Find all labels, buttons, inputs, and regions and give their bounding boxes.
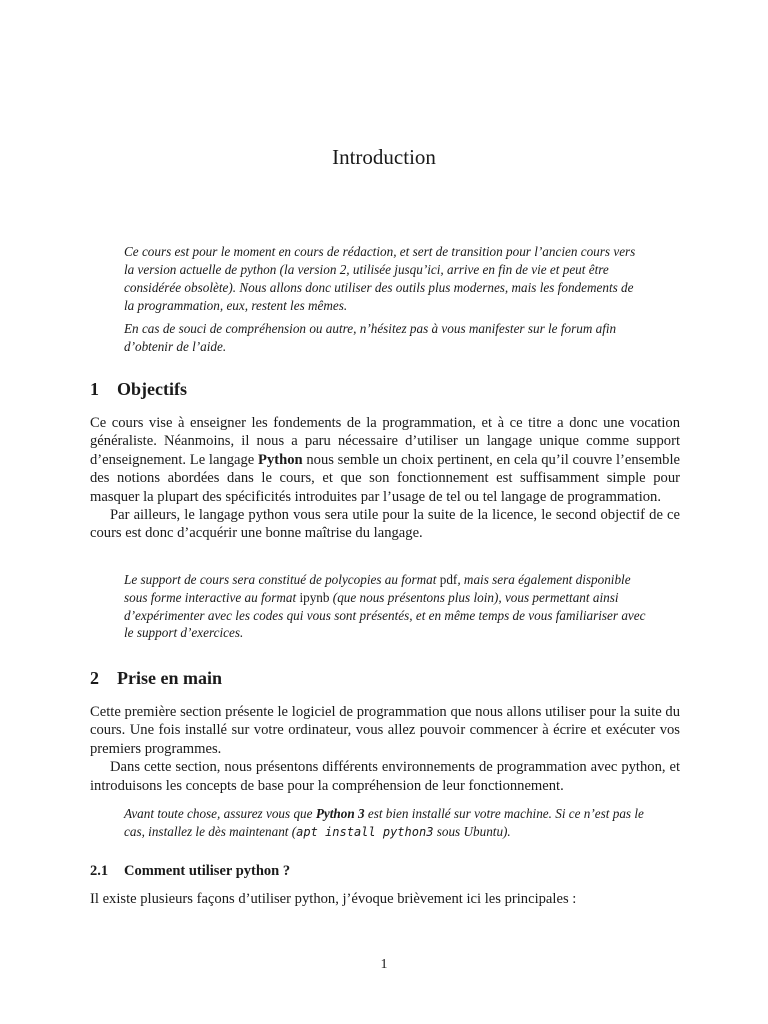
text-run: (que nous présentons plus loin), vous permettant ainsi d’expérimenter avec les codes qui vous sont présentés, et en même temps de vous familiariser avec le support d’exercices. [124,589,646,641]
subsection-heading [90,861,290,881]
python3-emphasis: Python 3 [315,806,365,821]
page-title: Introduction [332,145,436,169]
section-heading-prise-en-main [90,666,222,690]
text-run: est bien installé sur votre machine. Si ce n’est pas le cas, installez le dès maintenant ( [124,806,644,839]
text-run: Avant toute chose, assurez vous que [124,806,316,821]
text-run: , mais sera également disponible sous forme interactive au format [124,572,631,605]
page-number: 1 [380,957,388,972]
section-1-body [90,414,680,543]
subsection-number: 2.1 [90,863,109,879]
section-title: Prise en main [117,668,222,688]
text-run: Le support de cours sera constitué de polycopies au format [124,572,440,587]
section-1-paragraph-1 [90,414,680,506]
section-heading-objectifs [90,377,187,401]
subsection-body [90,890,680,908]
section-2-paragraph-2: Dans cette section, nous présentons différents environnements de programmation avec python, et introduisons les concepts de base pour la compréhension de leur fonctionnement. [90,759,680,794]
section-2-body [90,703,680,795]
section-1-note [124,571,646,642]
format-pdf: pdf [439,572,458,587]
text-run: Ce cours vise à enseigner les fondements de la programmation, et à ce titre a donc une vocation généraliste. Néanmoins, il nous a paru nécessaire d’utiliser un langage unique comme support d’enseignement. Le langage [90,415,680,468]
subsection-title: Comment utiliser python ? [124,863,291,879]
section-number: 1 [90,379,99,399]
abstract-paragraph-2: En cas de souci de compréhension ou autre, n’hésitez pas à vous manifester sur le forum afin d’obtenir de l’aide. [124,321,617,354]
section-number: 2 [90,668,99,688]
abstract-paragraph-1: Ce cours est pour le moment en cours de rédaction, et sert de transition pour l’ancien cours vers la version actuelle de python (la version 2, utilisée jusqu’ici, arrive en fin de vie et peut être considérée obsolète). Nous allons donc utiliser des outils plus modernes, mais les fondements de la programmation, eux, restent les mêmes. [124,244,636,313]
python-emphasis: Python [258,451,303,468]
section-1-paragraph-2: Par ailleurs, le langage python vous sera utile pour la suite de la licence, le second objectif de ce cours est donc d’acquérir une bonne maîtrise du langage. [90,507,680,542]
section-2-note [124,805,646,842]
section-title: Objectifs [117,379,187,399]
install-command: apt install python3 [296,824,434,839]
text-run: sous Ubuntu). [433,823,511,839]
section-2-paragraph-1: Cette première section présente le logiciel de programmation que nous allons utiliser pour la suite du cours. Une fois installé sur votre ordinateur, vous allez pouvoir commencer à écrire et exécuter vos premiers programmes. [90,704,680,757]
format-ipynb: ipynb [299,589,330,605]
subsection-paragraph-1: Il existe plusieurs façons d’utiliser python, j’évoque brièvement ici les principales : [90,891,577,907]
text-run: nous semble un choix pertinent, en cela qu’il couvre l’ensemble des notions abordées dans le cours, et que son fonctionnement est suffisamment simple pour masquer la plupart des spécificités introduites par l’usage de tel ou tel langage de programmation. [90,451,680,505]
